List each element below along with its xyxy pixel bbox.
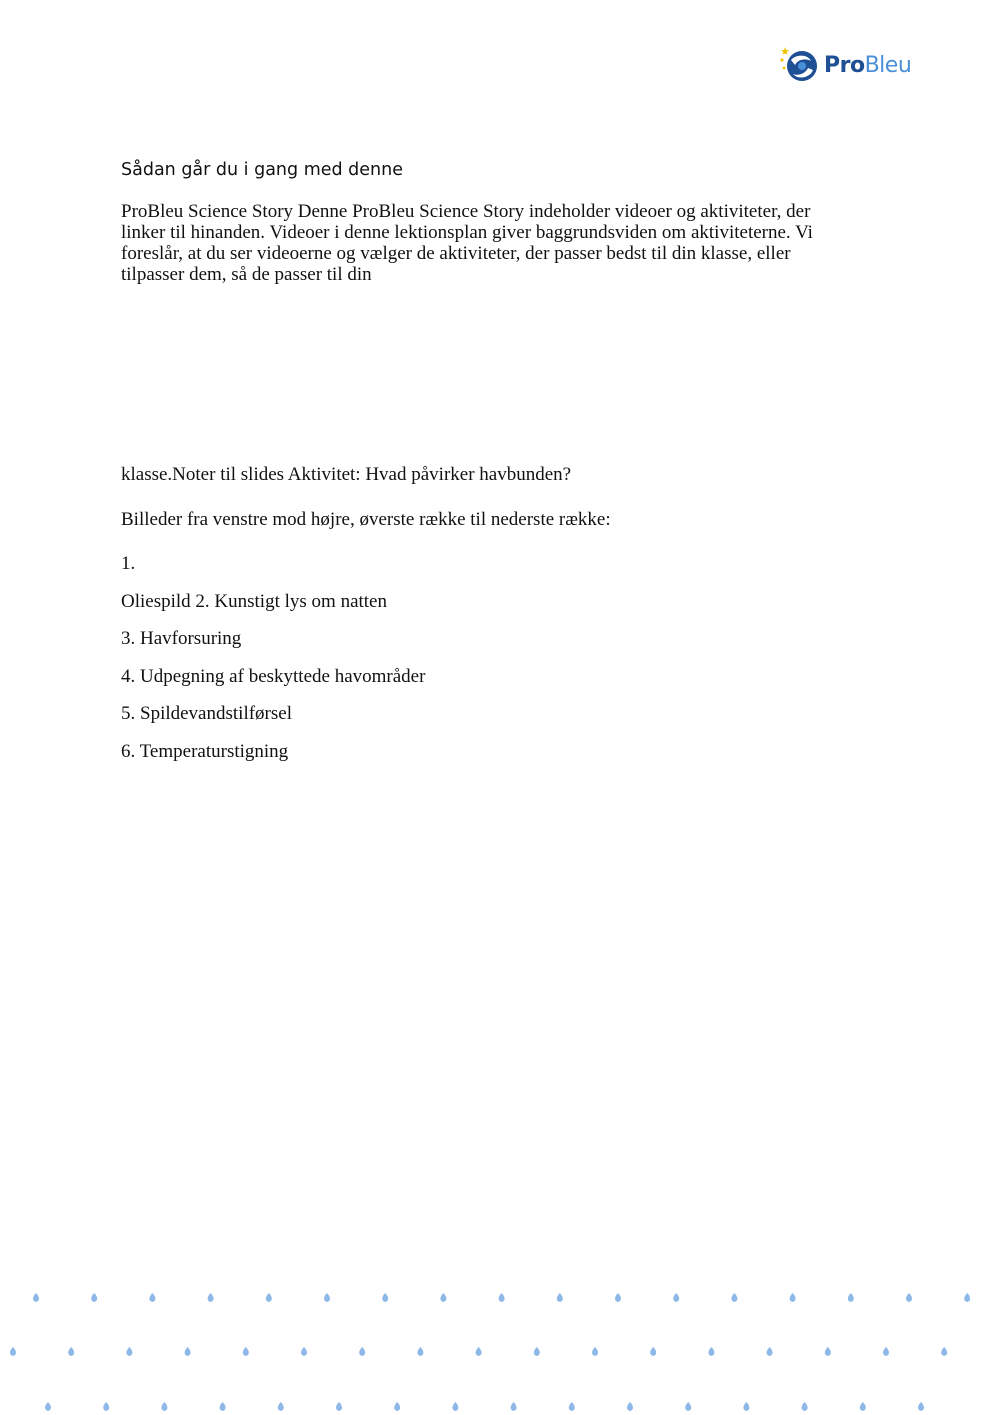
intro-line: linker til hinanden. Videoer i denne lektionsplan giver baggrundsviden om aktiviteterne. Vi (121, 222, 813, 243)
list-item-3: 3. Havforsuring (121, 628, 242, 649)
droplet-icon (103, 1402, 109, 1411)
droplet-icon (208, 1293, 214, 1302)
droplet-icon (220, 1402, 226, 1411)
intro-line: ProBleu Science Story Denne ProBleu Science Story indeholder videoer og aktiviteter, der (121, 201, 811, 222)
list-item-4: 4. Udpegning af beskyttede havområder (121, 666, 426, 687)
images-order-paragraph: Billeder fra venstre mod højre, øverste række til nederste række: (121, 509, 611, 530)
droplet-icon (534, 1347, 540, 1356)
droplet-icon (825, 1347, 831, 1356)
droplet-icon (964, 1293, 970, 1302)
droplet-icon (452, 1402, 458, 1411)
droplet-icon (511, 1402, 517, 1411)
droplet-icon (440, 1293, 446, 1302)
droplet-icon (569, 1402, 575, 1411)
list-item-6: 6. Temperaturstigning (121, 741, 289, 762)
probleu-emblem-icon (778, 44, 820, 86)
droplet-icon (417, 1347, 423, 1356)
droplet-icon (685, 1402, 691, 1411)
droplet-icon (185, 1347, 191, 1356)
droplet-icon (941, 1347, 947, 1356)
probleu-logo (778, 44, 928, 86)
droplet-icon (767, 1347, 773, 1356)
droplet-icon (860, 1402, 866, 1411)
droplet-icon (45, 1402, 51, 1411)
list-item-5: 5. Spildevandstilførsel (121, 703, 292, 724)
droplet-icon (790, 1293, 796, 1302)
logo-text-bleu: Bleu (864, 52, 912, 78)
droplet-icon (650, 1347, 656, 1356)
droplet-icon (161, 1402, 167, 1411)
droplet-icon (68, 1347, 74, 1356)
droplet-icon (906, 1293, 912, 1302)
droplet-icon (802, 1402, 808, 1411)
droplet-icon (10, 1347, 16, 1356)
list-item-oil-spill: Oliespild 2. Kunstigt lys om natten (121, 591, 387, 612)
droplet-icon (266, 1293, 272, 1302)
droplet-icon (336, 1402, 342, 1411)
droplet-icon (499, 1293, 505, 1302)
droplet-icon (883, 1347, 889, 1356)
droplet-icon (627, 1402, 633, 1411)
droplet-icon (243, 1347, 249, 1356)
droplet-icon (382, 1293, 388, 1302)
droplet-icon (848, 1293, 854, 1302)
droplet-icon (708, 1347, 714, 1356)
droplet-icon (301, 1347, 307, 1356)
droplet-icon (731, 1293, 737, 1302)
intro-paragraph (121, 201, 866, 285)
decorative-droplet-pattern (0, 1280, 1000, 1415)
intro-line: foreslår, at du ser videoerne og vælger de aktiviteter, der passer bedst til din klasse, eller (121, 243, 791, 264)
droplet-icon (918, 1402, 924, 1411)
droplet-icon (359, 1347, 365, 1356)
droplet-icon (615, 1293, 621, 1302)
droplet-icon (278, 1402, 284, 1411)
page-heading: Sådan går du i gang med denne (121, 160, 403, 180)
list-item-1-number: 1. (121, 553, 136, 574)
logo-text-pro: Pro (824, 52, 865, 78)
droplet-icon (33, 1293, 39, 1302)
droplet-icon (592, 1347, 598, 1356)
droplet-icon (149, 1293, 155, 1302)
slides-notes-paragraph: klasse.Noter til slides Aktivitet: Hvad påvirker havbunden? (121, 464, 572, 485)
droplet-icon (743, 1402, 749, 1411)
droplet-icon (557, 1293, 563, 1302)
droplet-icon (126, 1347, 132, 1356)
droplet-icon (91, 1293, 97, 1302)
droplet-icon (476, 1347, 482, 1356)
droplet-icon (394, 1402, 400, 1411)
intro-line: tilpasser dem, så de passer til din (121, 264, 372, 285)
logo-wordmark (824, 53, 911, 78)
droplet-icon (673, 1293, 679, 1302)
droplet-icon (324, 1293, 330, 1302)
